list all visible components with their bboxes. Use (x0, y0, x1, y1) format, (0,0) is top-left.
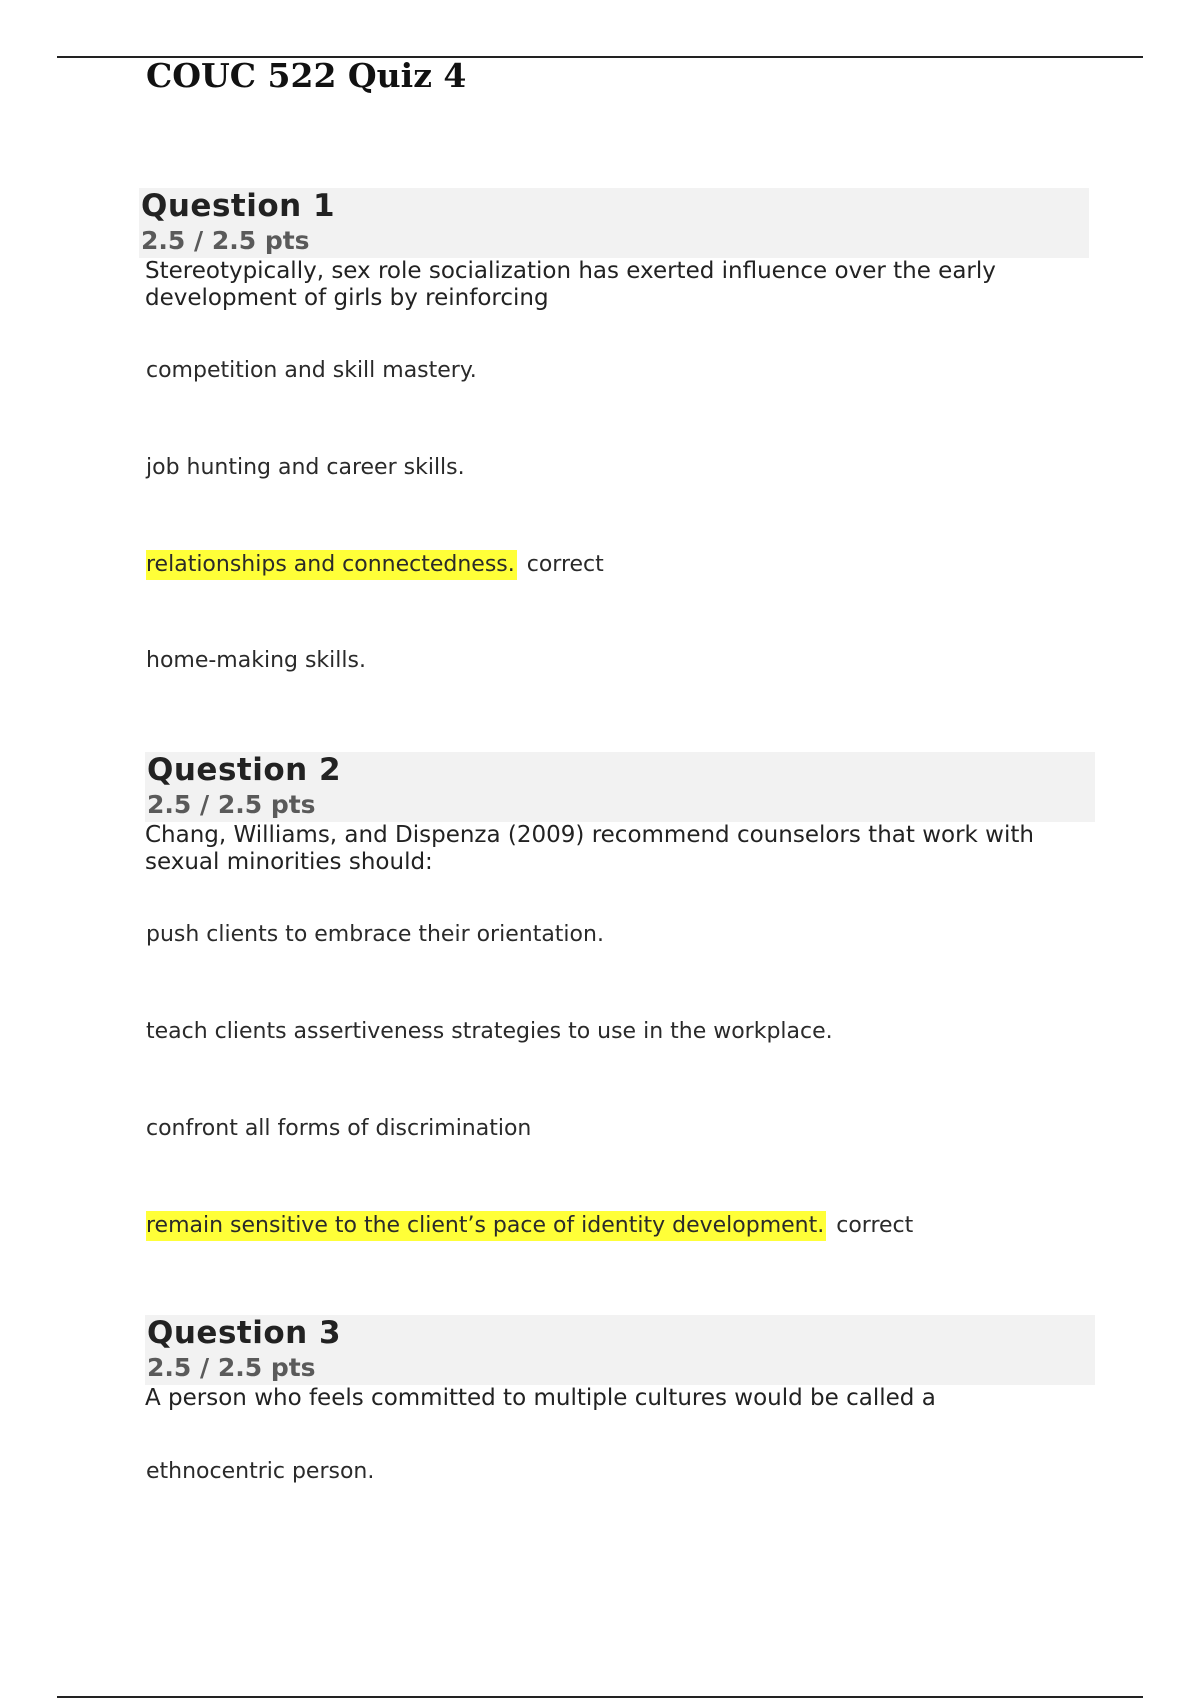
answer-text: confront all forms of discrimination (146, 1116, 532, 1141)
question-title: Question 2 (147, 752, 342, 788)
question-prompt: Stereotypically, sex role socialization has exerted influence over the early development of girls by reinforcing (145, 258, 996, 311)
question-2 (145, 752, 1095, 875)
answer-text: home-making skills. (146, 648, 366, 673)
question-prompt: A person who feels committed to multiple cultures would be called a (145, 1385, 936, 1411)
answer-option (146, 648, 366, 673)
question-header (139, 188, 1089, 258)
question-points: 2.5 / 2.5 pts (147, 790, 316, 819)
correct-label: correct (836, 1213, 914, 1238)
question-points: 2.5 / 2.5 pts (147, 1353, 316, 1382)
question-3 (145, 1315, 1095, 1411)
answer-option (146, 1019, 833, 1044)
question-header (145, 1315, 1095, 1385)
answer-text: ethnocentric person. (146, 1459, 375, 1484)
question-header (145, 752, 1095, 822)
answer-option-correct (146, 1213, 913, 1238)
question-title: Question 1 (141, 188, 336, 224)
answer-option (146, 358, 477, 383)
question-prompt: Chang, Williams, and Dispenza (2009) recommend counselors that work with sexual minorities should: (145, 822, 1034, 875)
answer-option (146, 1116, 531, 1141)
answer-text: job hunting and career skills. (146, 455, 465, 480)
correct-label: correct (526, 552, 604, 577)
document-title: COUC 522 Quiz 4 (146, 56, 467, 95)
highlighted-answer-text: relationships and connectedness. (146, 550, 517, 580)
answer-text: push clients to embrace their orientation. (146, 922, 604, 947)
answer-option (146, 922, 604, 947)
question-points: 2.5 / 2.5 pts (141, 226, 310, 255)
answer-option-correct (146, 552, 604, 577)
answer-option (146, 1459, 374, 1484)
answer-text: teach clients assertiveness strategies to use in the workplace. (146, 1019, 833, 1044)
bottom-rule (57, 1696, 1143, 1698)
question-1 (139, 188, 1089, 311)
answer-option (146, 455, 465, 480)
answer-text: competition and skill mastery. (146, 358, 477, 383)
question-title: Question 3 (147, 1315, 342, 1351)
highlighted-answer-text: remain sensitive to the client’s pace of identity development. (146, 1211, 826, 1241)
